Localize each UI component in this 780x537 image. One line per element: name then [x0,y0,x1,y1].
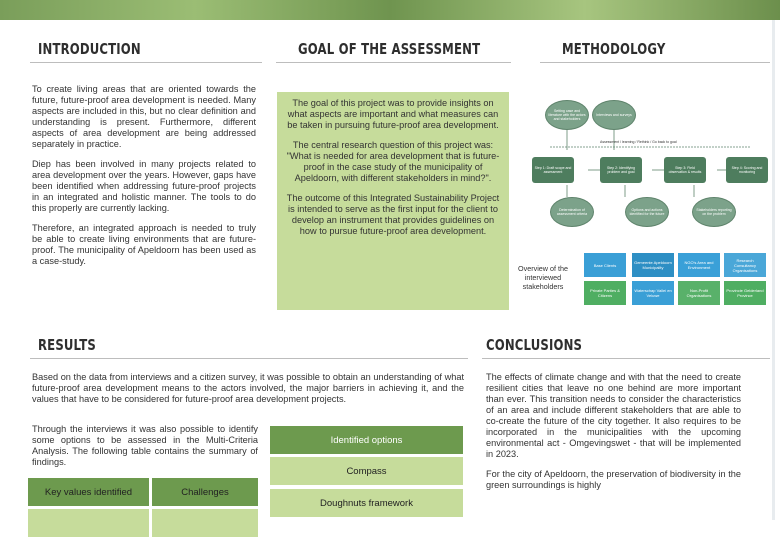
stakeholder-tile-2: Gemeente Apeldoorn Municipality [632,253,674,277]
results-paragraph-1: Based on the data from interviews and a citizen survey, it was possible to obtain an understanding of what future-proof area development means to the actors involved, the major barriers in achieving it, and the values that have to be considered for future-proof area development projects. [32,372,464,404]
diagram-node-setting-case: Setting case and literature with the actors and stakeholders [545,100,589,130]
key-values-header: Key values identified [28,478,149,506]
diagram-feedback-label: Assessment / learning / Rethink / Go back to goal [600,140,677,144]
stakeholder-tile-8: Provincie Gelderland Province [724,281,766,305]
goal-paragraph-3: The outcome of this Integrated Sustainability Project is intended to serve as the first input for the client to develop an instrument that provides guidelines on how to pursue future-proof area development. [286,193,500,236]
conclusions-paragraph-1: The effects of climate change and with that the need to create resilient cities that leave no one behind are more important than ever. This transition needs to consider the characteristics of an area and include different stakeholders that are able to co-create the future of the city together. It also requires to be incorporated in the municipalities with the upcoming environmental act - Omgevingswet - that will be implemented in 2023. [486,372,741,459]
goal-divider [276,62,511,63]
intro-paragraph-2: Diep has been involved in many projects related to area development over the years. However, gaps have been identified when addressing future-proof projects in an integrated and holistic manner. The tools to do this properly are currently lacking. [32,159,256,213]
results-divider [30,358,468,359]
goal-paragraph-2: The central research question of this project was: "What is needed for area development that is future-proof in the case study of the municipality of Apeldoorn, with different stakeholders in mind?". [286,140,500,183]
introduction-text [32,84,256,276]
options-table-header: Identified options [270,426,463,454]
diagram-node-criteria: Determination of assessment criteria [550,197,594,227]
stakeholder-tile-1: Base Clients [584,253,626,277]
diagram-step-1: Step 1: Draft scope and assessment [532,157,574,183]
intro-paragraph-1: To create living areas that are oriented towards the future, future-proof area development is needed. Many aspects are included in this, but no clear definition and understanding is present. Furthermore, different aspects of area development are being addressed separately in practice. [32,84,256,149]
conclusions-paragraph-2: For the city of Apeldoorn, the preservation of biodiversity in the green surroundings is highly [486,469,741,490]
option-compass: Compass [270,457,463,485]
stakeholder-tile-3: NGO's Area and Environment [678,253,720,277]
results-heading: RESULTS [38,336,96,354]
goal-heading: GOAL OF THE ASSESSMENT [298,40,481,58]
methodology-heading: METHODOLOGY [562,40,666,58]
intro-divider [30,62,262,63]
stakeholder-tile-7: Non-Profit Organisations [678,281,720,305]
conclusions-divider [482,358,770,359]
diagram-node-stakeholders: Stakeholders reporting on the problem [692,197,736,227]
diagram-step-2: Step 2: Identifying problem and goal [600,157,642,183]
stakeholder-tile-6: Waterschap Vallei en Veluwe [632,281,674,305]
goal-paragraph-1: The goal of this project was to provide insights on what aspects are important and what measures can be taken in pursuing future-proof area development. [287,98,499,130]
stakeholder-tile-4: Research Consultancy Organisations [724,253,766,277]
diagram-step-3: Step 3: Field observation & results [664,157,706,183]
diagram-step-4: Step 4: Scoring and monitoring [726,157,768,183]
diagram-node-options: Options and actions identified for the future [625,197,669,227]
results-intro [32,372,464,405]
challenges-row [152,509,258,537]
option-doughnuts: Doughnuts framework [270,489,463,517]
introduction-heading: INTRODUCTION [38,40,141,58]
stakeholder-tile-5: Private Parties & Citizens [584,281,626,305]
conclusions-text [486,372,741,500]
header-banner [0,0,780,20]
results-options-text [32,424,258,468]
results-paragraph-2: Through the interviews it was also possible to identify some options to be assessed in the Multi-Criteria Analysis. The following table contains the summary of findings. [32,424,258,467]
method-divider [540,62,770,63]
diagram-node-interviews: Interviews and surveys [592,100,636,130]
stakeholder-caption: Overview of the interviewed stakeholders [518,264,568,291]
challenges-header: Challenges [152,478,258,506]
intro-paragraph-3: Therefore, an integrated approach is needed to truly be able to create living environments that are future-proof. The municipality of Apeldoorn has been used as a case-study. [32,223,256,266]
conclusions-heading: CONCLUSIONS [486,336,583,354]
goal-box [277,92,509,310]
key-values-row [28,509,149,537]
